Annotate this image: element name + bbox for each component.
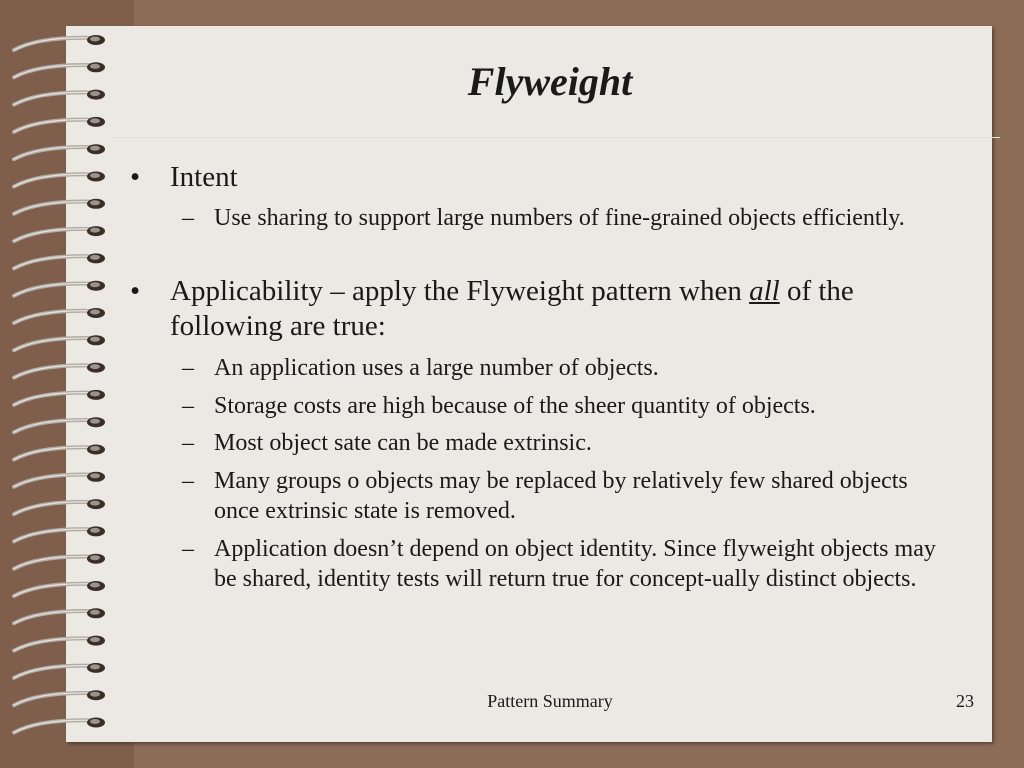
spiral-ring-icon	[14, 226, 105, 241]
sub-bullet-marker: –	[182, 468, 194, 494]
spiral-binding	[0, 0, 134, 768]
sub-bullet-text: Most object sate can be made extrinsic.	[214, 430, 592, 456]
spiral-ring-icon	[14, 335, 105, 350]
spiral-ring-icon	[14, 144, 105, 159]
spiral-ring-icon	[14, 499, 105, 514]
bullet-emphasis: all	[749, 275, 780, 307]
spiral-ring-icon	[14, 35, 105, 50]
sub-bullet-marker: –	[182, 393, 194, 419]
sub-bullet-text: An application uses a large number of objects.	[214, 355, 659, 381]
title-divider	[112, 137, 1000, 138]
spiral-ring-icon	[14, 472, 105, 487]
spiral-ring-icon	[14, 608, 105, 623]
sub-bullet-marker: –	[182, 430, 194, 456]
spiral-ring-icon	[14, 199, 105, 214]
spiral-ring-icon	[14, 117, 105, 132]
bullet-text-after: of the following are true:	[170, 275, 854, 342]
bullet-text: Intent	[170, 161, 238, 193]
spiral-ring-icon	[14, 390, 105, 405]
spiral-ring-icon	[14, 663, 105, 678]
spiral-ring-icon	[14, 172, 105, 187]
sub-bullet-marker: –	[182, 536, 194, 562]
spiral-ring-icon	[14, 526, 105, 541]
footer-title: Pattern Summary	[487, 691, 613, 711]
spiral-ring-icon	[14, 690, 105, 705]
slide-title: Flyweight	[467, 59, 633, 104]
spiral-ring-icon	[14, 363, 105, 378]
spiral-ring-icon	[14, 90, 105, 105]
notebook-page	[66, 26, 992, 742]
bullet-text-before: Applicability – apply the Flyweight pattern when	[170, 275, 750, 307]
sub-bullet-marker: –	[182, 205, 194, 231]
bullet-marker: •	[130, 275, 141, 307]
spiral-ring-icon	[14, 445, 105, 460]
sub-bullet-text: Use sharing to support large numbers of fine-grained objects efficiently.	[214, 205, 905, 231]
spiral-ring-icon	[14, 718, 105, 733]
spiral-ring-icon	[14, 581, 105, 596]
spiral-ring-icon	[14, 554, 105, 569]
bullet-marker: •	[130, 161, 141, 193]
sub-bullet-marker: –	[182, 355, 194, 381]
page-number: 23	[956, 691, 974, 711]
spiral-ring-icon	[14, 281, 105, 296]
sub-bullet-text: Application doesn’t depend on object identity. Since flyweight objects may be shared, identity tests will return true for concept-ually distinct objects.	[214, 536, 936, 592]
spiral-ring-icon	[14, 636, 105, 651]
sub-bullet-text: Many groups o objects may be replaced by relatively few shared objects once extrinsic state is removed.	[214, 468, 908, 524]
spiral-ring-icon	[14, 308, 105, 323]
spiral-ring-icon	[14, 62, 105, 77]
bullet-text	[170, 274, 950, 344]
spiral-ring-icon	[14, 253, 105, 268]
sub-bullet-text: Storage costs are high because of the sheer quantity of objects.	[214, 393, 816, 419]
spiral-ring-icon	[14, 417, 105, 432]
